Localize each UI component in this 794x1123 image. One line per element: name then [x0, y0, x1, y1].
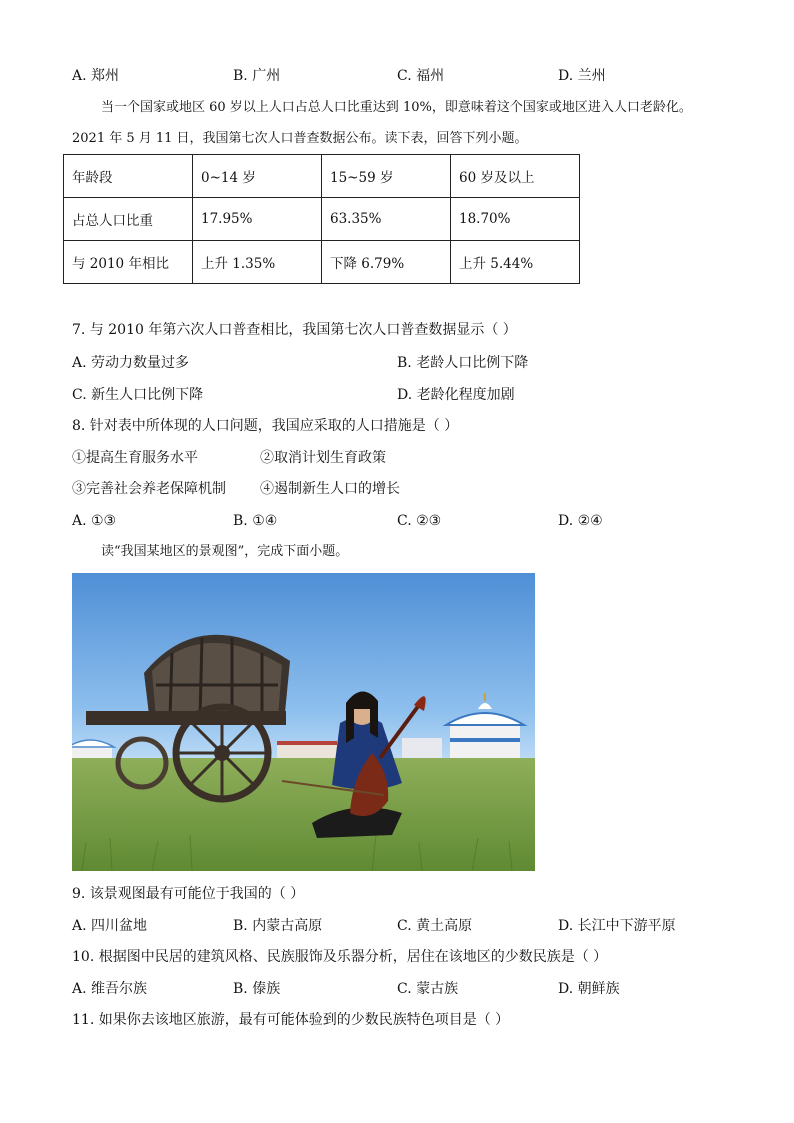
table-cell: 0~14 岁: [193, 155, 322, 198]
q9-stem: 9. 该景观图最有可能位于我国的（ ）: [72, 886, 305, 902]
q10-option-d: D. 朝鲜族: [558, 981, 620, 997]
q11-stem: 11. 如果你去该地区旅游，最有可能体验到的少数民族特色项目是（ ）: [72, 1012, 510, 1028]
intro-line-1: 当一个国家或地区 60 岁以上人口占总人口比重达到 10%，即意味着这个国家或地区进入人口老龄化。: [101, 100, 692, 115]
q9-option-d: D. 长江中下游平原: [558, 918, 676, 934]
q9-option-c: C. 黄土高原: [397, 918, 473, 934]
table-cell: 17.95%: [193, 198, 322, 241]
intro-line-2: 2021 年 5 月 11 日，我国第七次人口普查数据公布。读下表，回答下列小题。: [72, 131, 528, 146]
q8-option-d: D. ②④: [558, 513, 603, 529]
q8-option-c: C. ②③: [397, 513, 442, 529]
table-cell: 63.35%: [322, 198, 451, 241]
q6-option-c: C. 福州: [397, 68, 445, 84]
q7-stem: 7. 与 2010 年第六次人口普查相比，我国第七次人口普查数据显示（ ）: [72, 322, 517, 338]
table-row: [64, 241, 580, 284]
table-row: [64, 155, 580, 198]
q10-option-c: C. 蒙古族: [397, 981, 459, 997]
photo-intro: 读“我国某地区的景观图”，完成下面小题。: [101, 544, 349, 559]
q6-option-d: D. 兰州: [558, 68, 606, 84]
q8-stem: 8. 针对表中所体现的人口问题，我国应采取的人口措施是（ ）: [72, 418, 459, 434]
table-cell: 年龄段: [64, 155, 193, 198]
table-cell: 下降 6.79%: [322, 241, 451, 284]
population-table: [63, 154, 580, 284]
table-row: [64, 198, 580, 241]
table-cell: 与 2010 年相比: [64, 241, 193, 284]
q6-option-b: B. 广州: [233, 68, 281, 84]
q8-item-4: ④遏制新生人口的增长: [260, 481, 400, 497]
q8-item-3: ③完善社会养老保障机制: [72, 481, 226, 497]
q7-option-d: D. 老龄化程度加剧: [397, 387, 515, 403]
q7-option-b: B. 老龄人口比例下降: [397, 355, 529, 371]
q10-option-b: B. 傣族: [233, 981, 281, 997]
q10-stem: 10. 根据图中民居的建筑风格、民族服饰及乐器分析，居住在该地区的少数民族是（ ）: [72, 949, 608, 965]
q7-option-a: A. 劳动力数量过多: [72, 355, 190, 371]
table-cell: 60 岁及以上: [451, 155, 580, 198]
table-cell: 上升 5.44%: [451, 241, 580, 284]
q8-item-2: ②取消计划生育政策: [260, 450, 386, 466]
q8-option-b: B. ①④: [233, 513, 278, 529]
landscape-photo: [72, 573, 535, 871]
q7-option-c: C. 新生人口比例下降: [72, 387, 204, 403]
q6-option-a: A. 郑州: [72, 68, 120, 84]
q9-option-b: B. 内蒙古高原: [233, 918, 323, 934]
q8-item-1: ①提高生育服务水平: [72, 450, 198, 466]
table-cell: 15~59 岁: [322, 155, 451, 198]
q9-option-a: A. 四川盆地: [72, 918, 148, 934]
table-cell: 占总人口比重: [64, 198, 193, 241]
table-cell: 18.70%: [451, 198, 580, 241]
q8-option-a: A. ①③: [72, 513, 117, 529]
q10-option-a: A. 维吾尔族: [72, 981, 148, 997]
table-cell: 上升 1.35%: [193, 241, 322, 284]
